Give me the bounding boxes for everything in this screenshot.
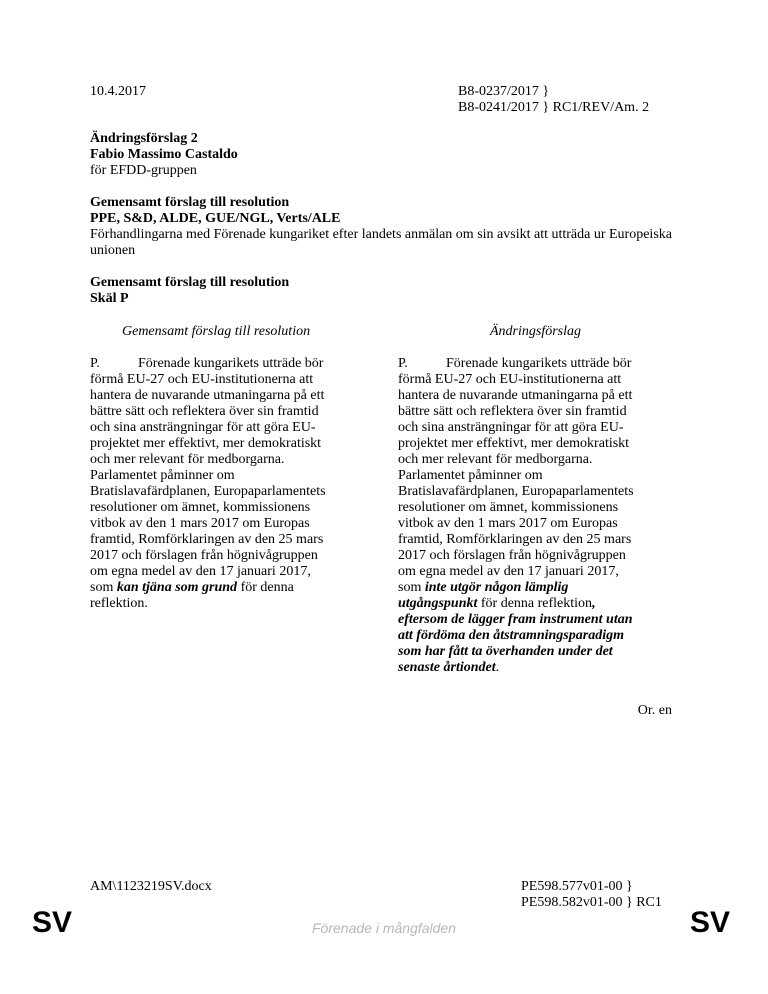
text-segment: . (495, 660, 500, 675)
text-line: Parlamentet påminner om (90, 468, 235, 483)
text-line: hantera de nuvarande utmaningarna på ett (398, 388, 633, 403)
original-language: Or. en (637, 703, 672, 718)
text-line (398, 580, 670, 596)
text-line: resolutioner om ämnet, kommissionens (90, 500, 311, 515)
text-line: projektet mer effektivt, mer demokratiskt (90, 436, 322, 451)
document-references (458, 84, 649, 116)
amendment-title: Ändringsförslag 2 (90, 131, 198, 146)
text-line: om egna medel av den 17 januari 2017, (398, 564, 619, 579)
text-line: och sina ansträngningar för att göra EU- (398, 420, 624, 435)
language-code-left: SV (32, 906, 73, 939)
text-line (398, 596, 670, 612)
text-line: bättre sätt och reflektera över sin framtid (90, 404, 319, 419)
highlighted-text: inte utgör någon lämplig (424, 580, 569, 595)
highlighted-line: eftersom de lägger fram instrument utan (398, 612, 633, 627)
paragraph-label: P. (398, 356, 408, 371)
section-heading: Gemensamt förslag till resolution (90, 275, 290, 290)
text-line: Förenade kungarikets utträde bör (446, 356, 632, 371)
language-code-right: SV (690, 906, 731, 939)
left-column-heading: Gemensamt förslag till resolution (122, 324, 311, 339)
footer-doc-reference: AM\1123219SV.docx (90, 879, 212, 894)
resolution-heading: Gemensamt förslag till resolution (90, 195, 290, 210)
highlighted-line: som har fått ta överhanden under det (398, 644, 613, 659)
paragraph-label: P. (90, 356, 100, 371)
text-line: framtid, Romförklaringen av den 25 mars (90, 532, 324, 547)
text-line: vitbok av den 1 mars 2017 om Europas (90, 516, 310, 531)
text-line: hantera de nuvarande utmaningarna på ett (90, 388, 325, 403)
text-line: reflektion. (90, 596, 148, 611)
document-date: 10.4.2017 (90, 84, 146, 99)
text-line: vitbok av den 1 mars 2017 om Europas (398, 516, 618, 531)
text-line (398, 660, 670, 676)
text-line: Parlamentet påminner om (398, 468, 543, 483)
text-line: bättre sätt och reflektera över sin framtid (398, 404, 627, 419)
footer-pe-references (521, 879, 662, 911)
text-line: förmå EU-27 och EU-institutionerna att (90, 372, 314, 387)
reference-line: B8-0241/2017 } RC1/REV/Am. 2 (458, 100, 650, 115)
text-segment: för denna (237, 580, 294, 595)
text-line: och sina ansträngningar för att göra EU- (90, 420, 316, 435)
text-line: projektet mer effektivt, mer demokratiskt (398, 436, 630, 451)
text-line: framtid, Romförklaringen av den 25 mars (398, 532, 632, 547)
text-line: om egna medel av den 17 januari 2017, (90, 564, 311, 579)
recital-label: Skäl P (90, 291, 129, 306)
right-column-heading: Ändringsförslag (490, 324, 582, 339)
highlighted-text: , (592, 596, 596, 611)
text-segment: för denna reflektion (477, 596, 593, 611)
left-column-text (90, 356, 362, 612)
pe-reference-line: PE598.582v01-00 } RC1 (521, 895, 662, 910)
text-line: 2017 och förslagen från högnivågruppen (398, 548, 626, 563)
text-line: Bratislavafärdplanen, Europaparlamentets (398, 484, 634, 499)
resolution-info (90, 195, 690, 259)
resolution-subject: Förhandlingarna med Förenade kungariket efter landets anmälan om sin avsikt att utträda ur Europeiska unionen (90, 227, 672, 258)
highlighted-text: kan tjäna som grund (116, 580, 238, 595)
reference-line: B8-0237/2017 } (458, 84, 550, 99)
text-line: och mer relevant för medborgarna. (398, 452, 593, 467)
footer-motto: Förenade i mångfalden (312, 920, 456, 936)
highlighted-text: senaste årtiondet (398, 660, 496, 675)
text-line: och mer relevant för medborgarna. (90, 452, 285, 467)
right-column-text (398, 356, 670, 676)
amendment-info (90, 131, 690, 179)
amendment-group: för EFDD-gruppen (90, 163, 197, 178)
text-line: resolutioner om ämnet, kommissionens (398, 500, 619, 515)
text-line: Förenade kungarikets utträde bör (138, 356, 324, 371)
resolution-groups: PPE, S&D, ALDE, GUE/NGL, Verts/ALE (90, 211, 341, 226)
section-info (90, 275, 690, 307)
text-line: 2017 och förslagen från högnivågruppen (90, 548, 318, 563)
highlighted-text: utgångspunkt (398, 596, 478, 611)
amendment-author: Fabio Massimo Castaldo (90, 147, 238, 162)
text-line: Bratislavafärdplanen, Europaparlamentets (90, 484, 326, 499)
text-segment: som (90, 580, 117, 595)
highlighted-line: att fördöma den åtstramningsparadigm (398, 628, 624, 643)
text-segment: som (398, 580, 425, 595)
text-line: förmå EU-27 och EU-institutionerna att (398, 372, 622, 387)
text-line (90, 580, 362, 596)
pe-reference-line: PE598.577v01-00 } (521, 879, 633, 894)
